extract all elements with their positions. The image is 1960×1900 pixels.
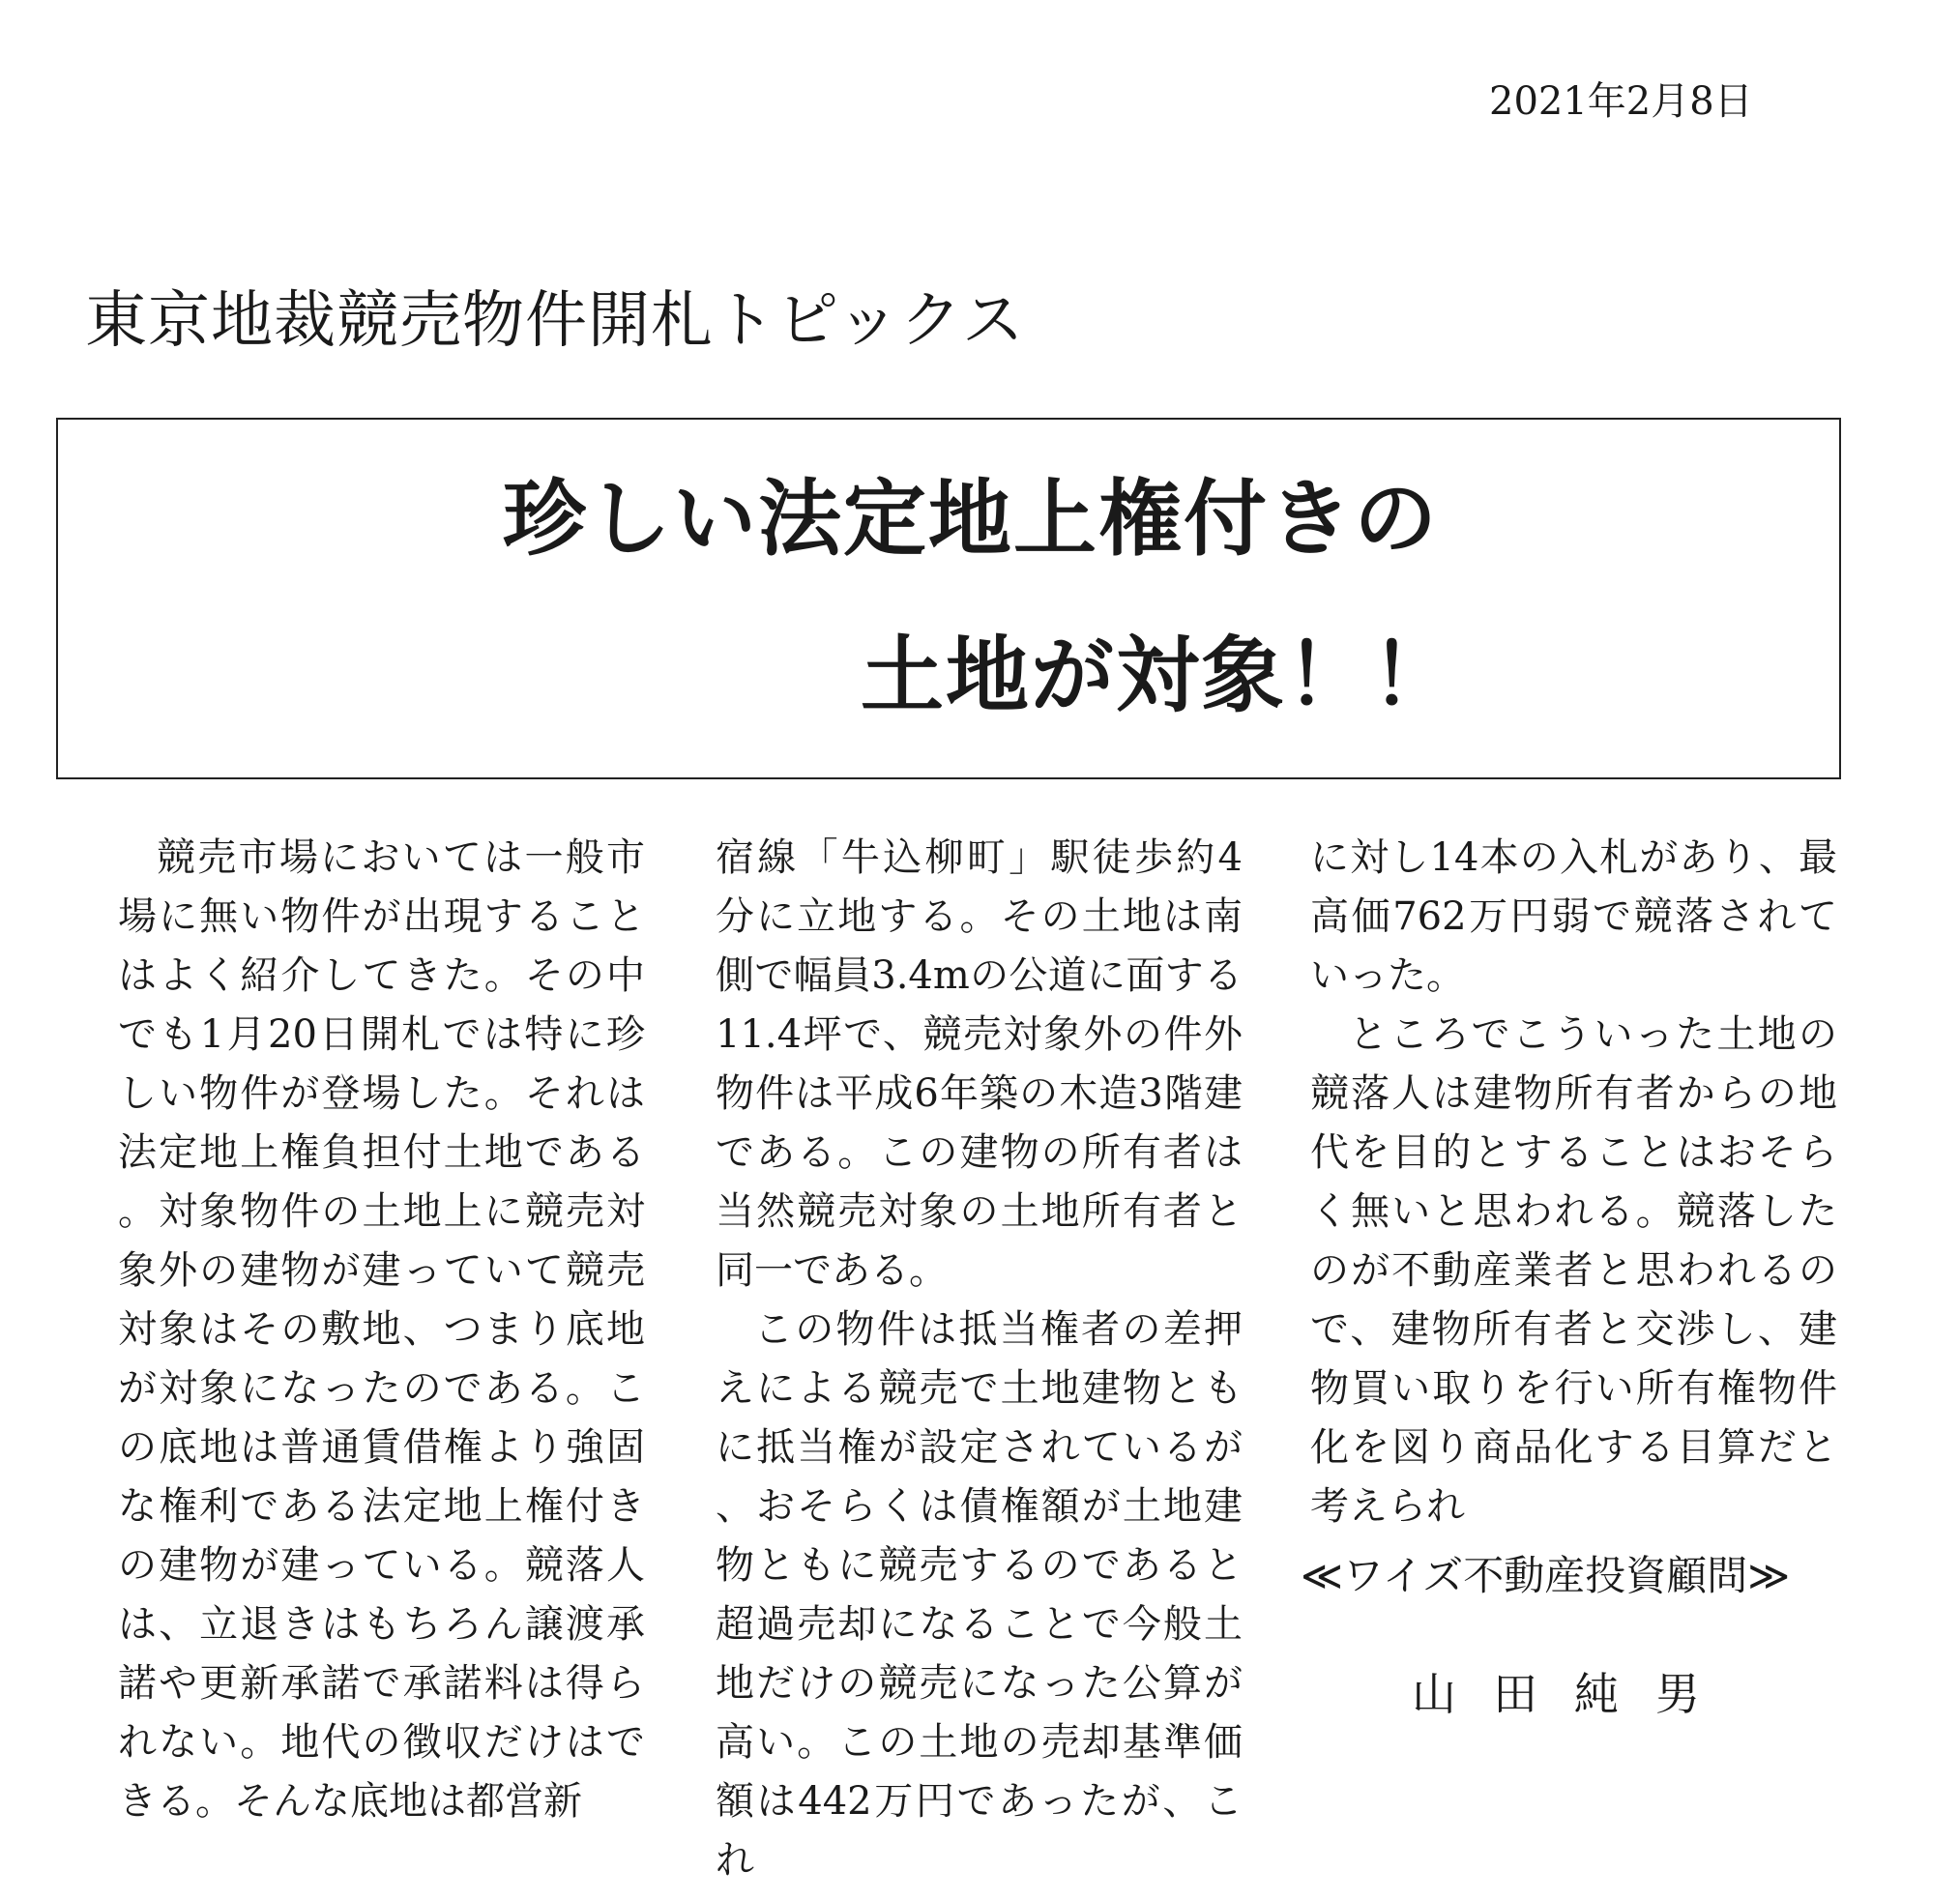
headline-line-2: 土地が対象！！ bbox=[861, 628, 1456, 724]
article-column-1 bbox=[118, 829, 645, 1831]
paragraph: に対し14本の入札があり、最高価762万円弱で競落されていった。 bbox=[1310, 835, 1837, 998]
headline-box bbox=[56, 418, 1841, 779]
company-name: ≪ワイズ不動産投資顧問≫ bbox=[1301, 1552, 1791, 1599]
paragraph: 競売市場においては一般市場に無い物件が出現することはよく紹介してきた。その中でも1月20日開札では特に珍しい物件が登場した。それは法定地上権負担付土地である。対象物件の土地上に競売対象外の建物が建っていて競売対象はその敷地、つまり底地が対象になったのである。この底地は普通賃借権より強固な権利である法定地上権付きの建物が建っている。競落人は、立退きはもちろん譲渡承諾や更新承諾で承諾料は得られない。地代の徴収だけはできる。そんな底地は都営新 bbox=[118, 835, 645, 1824]
series-title: 東京地裁競売物件開札トピックス bbox=[85, 285, 1025, 357]
author-name: 山田純男 bbox=[1412, 1668, 1737, 1720]
publication-date: 2021年2月8日 bbox=[1489, 79, 1753, 124]
paragraph: 宿線「牛込柳町」駅徒歩約4分に立地する。その土地は南側で幅員3.4mの公道に面する11.4坪で、競売対象外の件外物件は平成6年築の木造3階建である。この建物の所有者は当然競売対象の土地所有者と同一である。 bbox=[716, 835, 1243, 1293]
paragraph: この物件は抵当権者の差押えによる競売で土地建物ともに抵当権が設定されているが、おそらくは債権額が土地建物ともに競売するのであると超過売却になることで今般土地だけの競売になった公算が高い。この土地の売却基準価額は442万円であったが、これ bbox=[716, 1307, 1243, 1883]
article-column-2 bbox=[716, 829, 1243, 1890]
article-column-3 bbox=[1310, 829, 1837, 1536]
paragraph: ところでこういった土地の競落人は建物所有者からの地代を目的とすることはおそらく無いと思われる。競落したのが不動産業者と思われるので、建物所有者と交渉し、建物買い取りを行い所有権物件化を図り商品化する目算だと考えられ bbox=[1310, 1012, 1837, 1529]
headline-line-1: 珍しい法定地上権付きの bbox=[503, 471, 1439, 568]
